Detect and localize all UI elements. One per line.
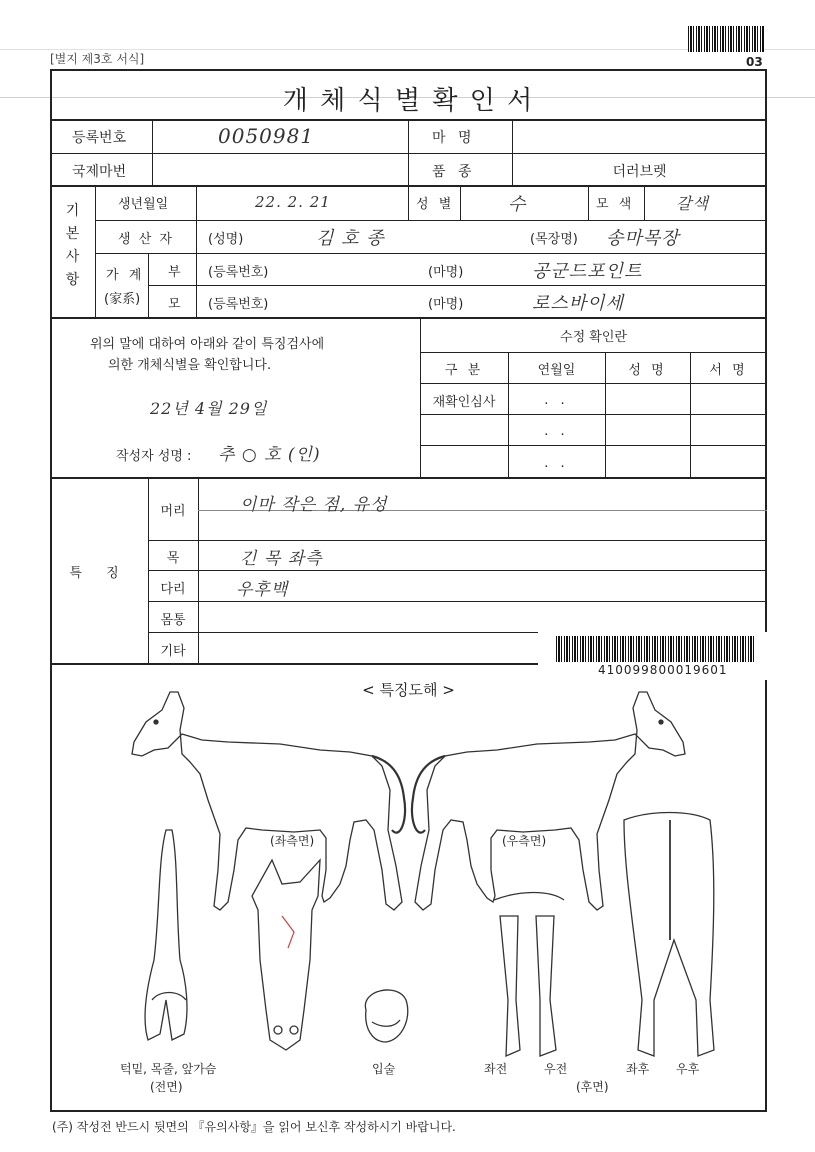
right-fore-label: 우전 <box>544 1062 568 1076</box>
fore-legs-icon <box>494 893 564 1057</box>
lip-icon <box>365 990 407 1042</box>
birth-label: 생년월일 <box>118 197 169 212</box>
dam-label: 모 <box>168 297 181 312</box>
sire-reg-label: (등록번호) <box>208 265 269 280</box>
front-caption: 턱밑, 목줄, 앞가슴 <box>120 1062 217 1076</box>
basic-row-line-3 <box>148 285 767 286</box>
revision-line-1 <box>420 352 767 353</box>
confirm-bottom-line <box>50 477 767 479</box>
lip-label: 입술 <box>372 1062 396 1076</box>
sex-value: 수 <box>508 194 527 215</box>
reg-no-label: 등록번호 <box>72 130 127 146</box>
front-view-horse-icon <box>145 830 187 1040</box>
dam-name-value: 로스바이세 <box>532 293 624 314</box>
feature-label-neck: 목 <box>166 551 180 566</box>
breed-label: 품 종 <box>432 164 476 180</box>
revision-cell: . . <box>544 424 569 439</box>
features-line-3 <box>148 601 767 602</box>
revision-line-3 <box>420 414 767 415</box>
basic-label-char: 기 <box>65 203 80 219</box>
barcode-number: 410099800019601 <box>598 663 728 677</box>
feature-value-head: 이마 작은 점, 유성 <box>240 495 388 515</box>
basic-section-label <box>50 200 95 292</box>
sire-label: 부 <box>168 265 181 280</box>
pedigree-label-hanja: (家系) <box>104 292 141 307</box>
basic-label-char: 사 <box>65 249 80 265</box>
color-label: 모 색 <box>596 197 635 212</box>
breed-value: 더러브렛 <box>612 164 667 180</box>
header-col-1 <box>152 119 153 185</box>
feature-label-body: 몸통 <box>160 613 186 628</box>
features-line-2 <box>148 570 767 571</box>
producer-name-label: (성명) <box>208 232 244 247</box>
basic-col-pedigree <box>148 253 149 317</box>
footer-note: (주) 작성전 반드시 뒷면의 『유의사항』을 읽어 보신후 작성하시기 바랍니다. <box>52 1120 456 1134</box>
birth-value: 22. 2. 21 <box>255 193 331 211</box>
basic-col-sex-left <box>408 185 409 220</box>
confirm-statement-1: 위의 말에 대하여 아래와 같이 특징검사에 <box>90 337 325 352</box>
color-value: 갈색 <box>676 194 709 213</box>
pedigree-label: 가 계 <box>106 268 145 283</box>
feature-label-leg: 다리 <box>160 582 186 597</box>
intl-name-label: 국제마번 <box>72 164 127 180</box>
basic-col-sex-right <box>460 185 461 220</box>
revision-cell: . . <box>544 456 569 471</box>
revision-cell: . . <box>544 393 569 408</box>
page-number: 03 <box>746 55 763 69</box>
header-col-2 <box>408 119 409 185</box>
revision-line-2 <box>420 383 767 384</box>
page-title: 개 체 식 별 확 인 서 <box>282 86 535 116</box>
basic-bottom-line <box>50 317 767 319</box>
producer-label: 생 산 자 <box>118 232 174 247</box>
diagram-title: < 특징도해 > <box>362 681 455 699</box>
sex-label: 성 별 <box>416 197 455 212</box>
farm-label: (목장명) <box>530 232 578 247</box>
writer-value: 추 ○ 호 (인) <box>218 445 321 465</box>
revision-cell: 재확인심사 <box>432 395 496 410</box>
left-fore-label: 좌전 <box>484 1062 508 1076</box>
left-side-horse-icon <box>132 692 405 910</box>
horse-name-label: 마 명 <box>432 130 476 146</box>
farm-value: 송마목장 <box>606 228 680 249</box>
basic-col-color-left <box>588 185 589 220</box>
revision-header: 구 분 <box>444 363 484 378</box>
form-code: [별지 제3호 서식] <box>50 52 145 66</box>
basic-label-char: 항 <box>65 272 80 288</box>
rear-view-label: (후면) <box>576 1080 609 1094</box>
revision-header: 성 명 <box>628 363 667 378</box>
confirm-statement-2: 의한 개체식별을 확인합니다. <box>108 358 272 373</box>
head-front-view-icon <box>252 860 320 1050</box>
reg-no-value: 0050981 <box>218 124 315 148</box>
basic-col-color-right <box>644 185 645 220</box>
basic-col-birth <box>196 185 197 317</box>
left-hind-label: 좌후 <box>626 1062 650 1076</box>
left-side-label: (좌측면) <box>270 834 315 848</box>
sire-name-value: 공군드포인트 <box>532 261 643 282</box>
dam-reg-label: (등록번호) <box>208 297 269 312</box>
writer-label: 작성자 성명 : <box>116 449 192 464</box>
hind-legs-icon <box>624 813 714 1057</box>
feature-value-neck: 긴 목 좌측 <box>240 549 323 569</box>
right-hind-label: 우후 <box>676 1062 700 1076</box>
features-section-label: 특 징 <box>69 566 129 581</box>
right-side-horse-icon <box>412 692 685 910</box>
revision-line-4 <box>420 445 767 446</box>
revision-header: 서 명 <box>709 363 748 378</box>
sire-name-label: (마명) <box>428 265 464 280</box>
horse-diagram <box>50 670 767 1110</box>
feature-label-etc: 기타 <box>160 644 186 659</box>
feature-label-head: 머리 <box>160 504 186 519</box>
top-barcode <box>688 26 764 52</box>
basic-section-divider <box>95 185 96 317</box>
confirm-date: 22년 4월 29일 <box>150 399 268 418</box>
right-side-label: (우측면) <box>502 834 547 848</box>
revision-header: 연월일 <box>537 363 576 378</box>
producer-name-value: 김 호 종 <box>316 228 385 249</box>
features-line-1 <box>148 540 767 541</box>
front-view-label: (전면) <box>150 1080 183 1094</box>
mid-barcode <box>556 636 756 662</box>
dam-name-label: (마명) <box>428 297 464 312</box>
feature-value-leg: 우후백 <box>236 580 289 600</box>
revision-title: 수정 확인란 <box>560 330 627 345</box>
basic-label-char: 본 <box>65 226 80 242</box>
